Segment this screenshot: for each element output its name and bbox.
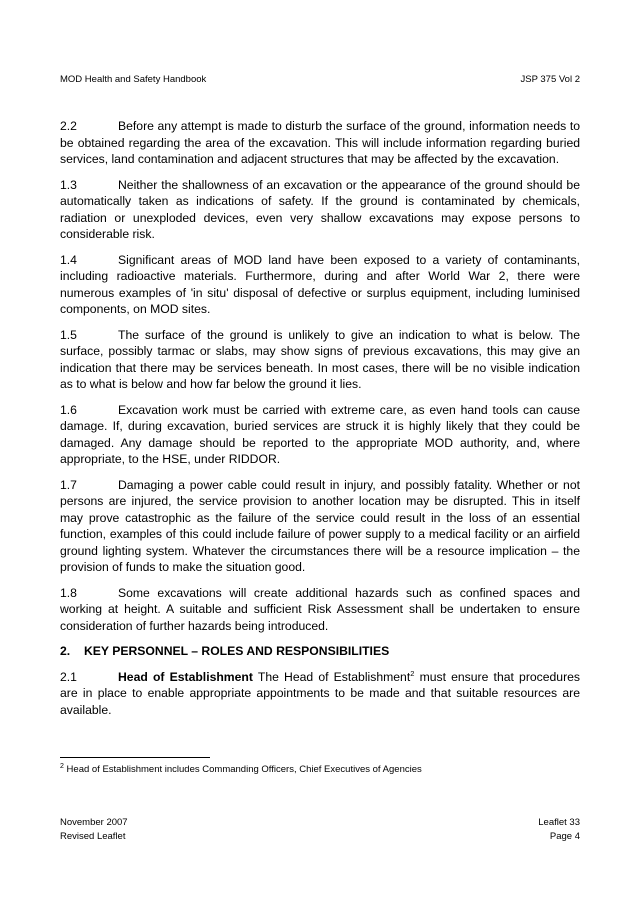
paragraph-text: Significant areas of MOD land have been exposed to a variety of contaminants, including radioactive materials. Furthermore, during and after World War 2, there were numerous examples of 'in situ' disposal of defective or surplus equipment, including luminised components, on MOD sites.: [60, 252, 580, 316]
page-footer: [60, 816, 580, 844]
footnote-text: Head of Establishment includes Commanding Officers, Chief Executives of Agencies: [66, 764, 422, 775]
footer-leaflet: Leaflet 33: [538, 817, 580, 828]
footer-right: [538, 816, 580, 844]
section-title: KEY PERSONNEL – ROLES AND RESPONSIBILITIES: [84, 644, 390, 658]
paragraph-1-4: [60, 252, 580, 318]
header-doc-ref: JSP 375 Vol 2: [520, 74, 580, 85]
paragraph-text: Before any attempt is made to disturb the surface of the ground, information needs to be obtained regarding the area of the excavation. This will include information regarding buried services, land contamination and adjacent structures that may be affected by the excavation.: [60, 119, 580, 166]
paragraph-text: The surface of the ground is unlikely to give an indication to what is below. The surface, possibly tarmac or slabs, may show signs of previous excavations, this may give an indication that there may be services beneath. In most cases, there will be no visible indication as to what is below and how far below the ground it lies.: [60, 327, 580, 391]
document-body: [60, 118, 580, 727]
paragraph-1-6: [60, 402, 580, 468]
section-heading: [60, 643, 580, 660]
paragraph-text: The Head of Establishment: [257, 669, 411, 684]
paragraph-text: Excavation work must be carried with extreme care, as even hand tools can cause damage. If, during excavation, buried services are struck it is highly likely that they could be damaged. Any damage should be reported to the appropriate MOD authority, and, where appropriate, to the HSE, under RIDDOR.: [60, 402, 580, 466]
paragraph-number: 1.3: [60, 177, 77, 192]
footer-date: November 2007: [60, 817, 128, 828]
page-header: [60, 74, 580, 85]
paragraph-1-8: [60, 585, 580, 635]
footnote-reference: 2: [410, 668, 415, 678]
paragraph-text: Neither the shallowness of an excavation or the appearance of the ground should be automatically taken as indications of safety. If the ground is contaminated by chemicals, radiation or unexploded devices, even very shallow excavations may expose persons to considerable risk.: [60, 177, 580, 241]
paragraph-number: 2.2: [60, 119, 77, 133]
paragraph-1-7: [60, 477, 580, 576]
footnote-divider: [60, 757, 210, 758]
paragraph-number: 1.8: [60, 585, 77, 600]
footer-status: Revised Leaflet: [60, 831, 126, 842]
footnote-mark: 2: [60, 762, 64, 770]
paragraph-2-2: [60, 118, 580, 168]
paragraph-bold-lead: Head of Establishment: [118, 669, 253, 684]
header-title: MOD Health and Safety Handbook: [60, 74, 207, 85]
footer-left: [60, 816, 128, 844]
paragraph-2-1: [60, 669, 580, 719]
paragraph-number: 2.1: [60, 669, 77, 684]
paragraph-1-3: [60, 177, 580, 243]
paragraph-number: 1.6: [60, 402, 77, 417]
paragraph-number: 1.7: [60, 477, 77, 492]
paragraph-text: Damaging a power cable could result in injury, and possibly fatality. Whether or not persons are injured, the service provision to another location may be disrupted. This in itself may prove catastrophic as the failure of the service could result in the loss of an essential function, examples of this could include failure of power supply to a medical facility or an airfield ground lighting system. Whatever the circumstances there will be a resource implication – the provision of funds to make the situation good.: [60, 477, 580, 574]
paragraph-text: Some excavations will create additional hazards such as confined spaces and working at height. A suitable and sufficient Risk Assessment shall be undertaken to ensure consideration of further hazards being introduced.: [60, 585, 580, 633]
paragraph-number: 1.4: [60, 252, 77, 267]
paragraph-number: 1.5: [60, 327, 77, 342]
section-number: 2.: [60, 644, 71, 658]
footer-page-number: Page 4: [549, 831, 580, 842]
footnote: [60, 764, 580, 775]
paragraph-text: must ensure that procedures are in place to enable appropriate appointments to be made and that suitable resources are available.: [60, 669, 581, 717]
paragraph-1-5: [60, 327, 580, 393]
